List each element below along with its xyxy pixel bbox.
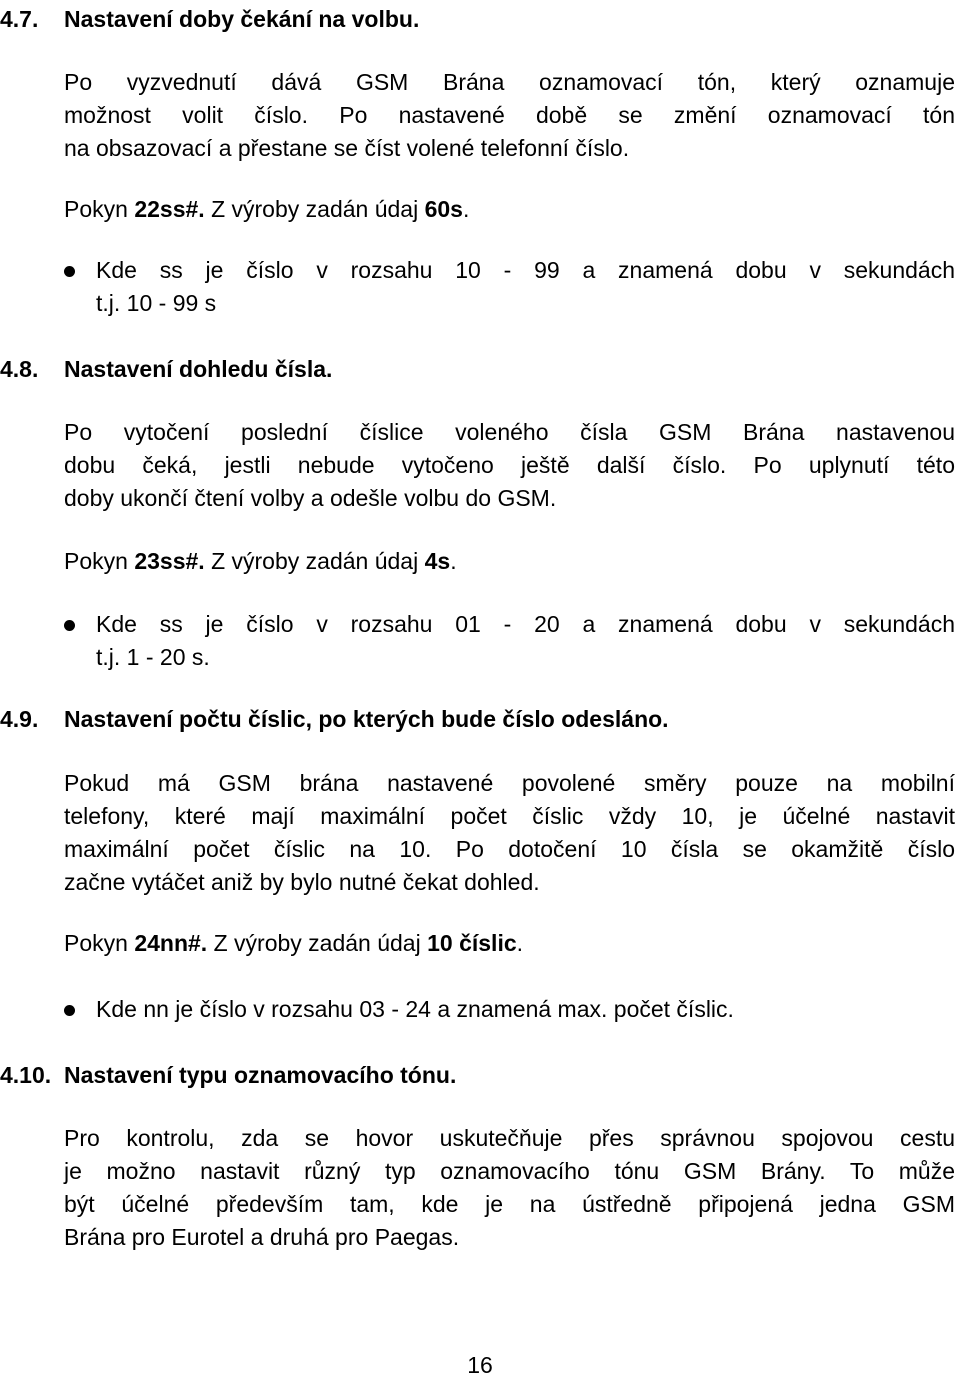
section-paragraph <box>64 1122 955 1254</box>
default-value: 10 číslic <box>427 930 517 956</box>
command-code: 24nn#. <box>134 930 208 956</box>
paragraph-line: dobu čeká, jestli nebude vytočeno ještě další číslo. Po uplynutí této <box>64 452 955 478</box>
section-number: 4.9. <box>0 706 39 732</box>
section-paragraph <box>64 66 955 165</box>
paragraph-line: telefony, které mají maximální počet číslic vždy 10, je účelné nastavit <box>64 803 955 829</box>
bullet-line: Kde nn je číslo v rozsahu 03 - 24 a znamená max. počet číslic. <box>96 996 734 1022</box>
paragraph-line: Brána pro Eurotel a druhá pro Paegas. <box>64 1224 460 1250</box>
paragraph-line: maximální počet číslic na 10. Po dotočení 10 čísla se okamžitě číslo <box>64 836 955 862</box>
section-title: Nastavení typu oznamovacího tónu. <box>64 1062 457 1088</box>
paragraph-line: být účelné především tam, kde je na ústředně připojená jedna GSM <box>64 1191 955 1217</box>
command-code: 22ss#. <box>134 196 205 222</box>
bullet-line: Kde ss je číslo v rozsahu 01 - 20 a znamená dobu v sekundách <box>96 611 955 637</box>
bullet-line: Kde ss je číslo v rozsahu 10 - 99 a znamená dobu v sekundách <box>96 257 955 283</box>
page-number: 16 <box>467 1352 493 1378</box>
default-value: 4s <box>424 548 451 574</box>
bullet-dot-icon <box>64 1005 75 1016</box>
paragraph-line: Pokud má GSM brána nastavené povolené směry pouze na mobilní <box>64 770 955 796</box>
section-title: Nastavení dohledu čísla. <box>64 356 333 382</box>
paragraph-line: Pro kontrolu, zda se hovor uskutečňuje přes správnou spojovou cestu <box>64 1125 955 1151</box>
section-paragraph <box>64 767 955 899</box>
paragraph-line: možnost volit číslo. Po nastavené době se změní oznamovací tón <box>64 102 955 128</box>
bullet-line: t.j. 1 - 20 s. <box>96 644 210 670</box>
paragraph-line: na obsazovací a přestane se číst volené telefonní číslo. <box>64 135 630 161</box>
section-paragraph <box>64 416 955 515</box>
paragraph-line: je možno nastavit různý typ oznamovacího tónu GSM Brány. To může <box>64 1158 955 1184</box>
paragraph-line: začne vytáčet aniž by bylo nutné čekat dohled. <box>64 869 540 895</box>
paragraph-line: Po vytočení poslední číslice voleného čísla GSM Brána nastavenou <box>64 419 955 445</box>
paragraph-line: Po vyzvednutí dává GSM Brána oznamovací tón, který oznamuje <box>64 69 955 95</box>
section-number: 4.8. <box>0 356 39 382</box>
section-number: 4.7. <box>0 6 39 32</box>
bullet-dot-icon <box>64 266 75 277</box>
default-value: 60s <box>424 196 463 222</box>
paragraph-line: doby ukončí čtení volby a odešle volbu do GSM. <box>64 485 557 511</box>
command-line: Pokyn 22ss#. Z výroby zadán údaj 60s. <box>64 196 470 222</box>
section-title: Nastavení počtu číslic, po kterých bude číslo odesláno. <box>64 706 669 732</box>
section-title: Nastavení doby čekání na volbu. <box>64 6 420 32</box>
command-line: Pokyn 24nn#. Z výroby zadán údaj 10 číslic. <box>64 930 524 956</box>
command-code: 23ss#. <box>134 548 205 574</box>
section-number: 4.10. <box>0 1062 52 1088</box>
command-line: Pokyn 23ss#. Z výroby zadán údaj 4s. <box>64 548 457 574</box>
bullet-dot-icon <box>64 620 75 631</box>
bullet-line: t.j. 10 - 99 s <box>96 290 217 316</box>
